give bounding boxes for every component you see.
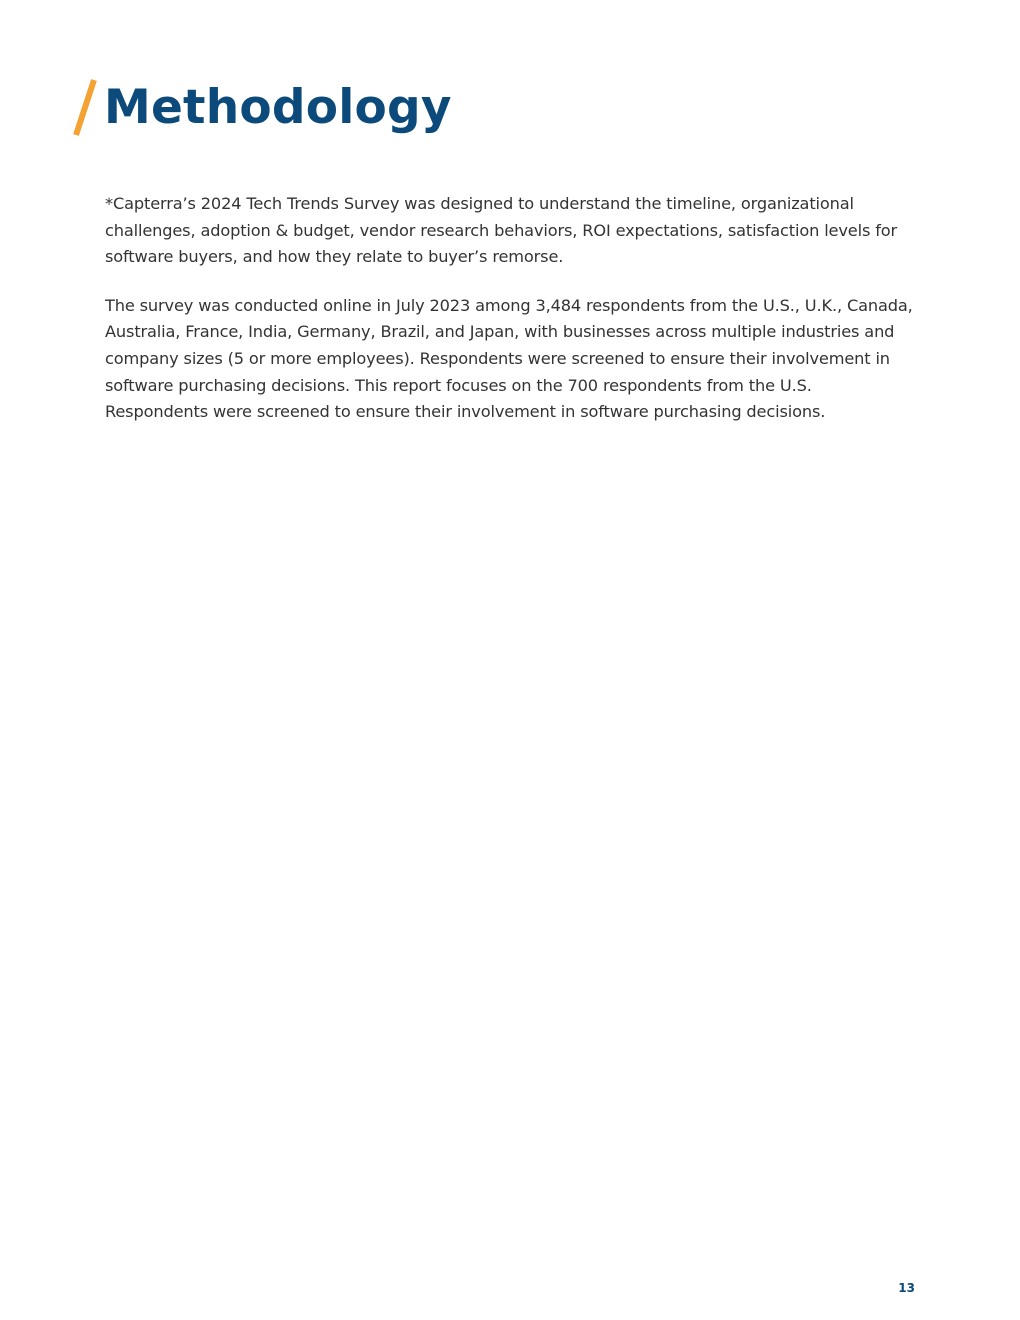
accent-slash-line xyxy=(76,80,94,135)
methodology-body xyxy=(105,191,915,448)
accent-slash-icon xyxy=(70,78,100,138)
paragraph-survey-details: The survey was conducted online in July 2023 among 3,484 respondents from the U.S., U.K., Canada, Australia, France, India, Germany, Brazil, and Japan, with businesses across multiple industries and company sizes (5 or more employees). Respondents were screened to ensure their involvement in software purchasing decisions. This report focuses on the 700 respondents from the U.S. Respondents were screened to ensure their involvement in software purchasing decisions. xyxy=(105,295,913,422)
paragraph-survey-purpose: *Capterra’s 2024 Tech Trends Survey was designed to understand the timeline, organizational challenges, adoption & budget, vendor research behaviors, ROI expectations, satisfaction levels for software buyers, and how they relate to buyer’s remorse. xyxy=(105,194,898,267)
page-number: 13 xyxy=(898,1281,915,1295)
page-title: Methodology xyxy=(104,80,452,135)
